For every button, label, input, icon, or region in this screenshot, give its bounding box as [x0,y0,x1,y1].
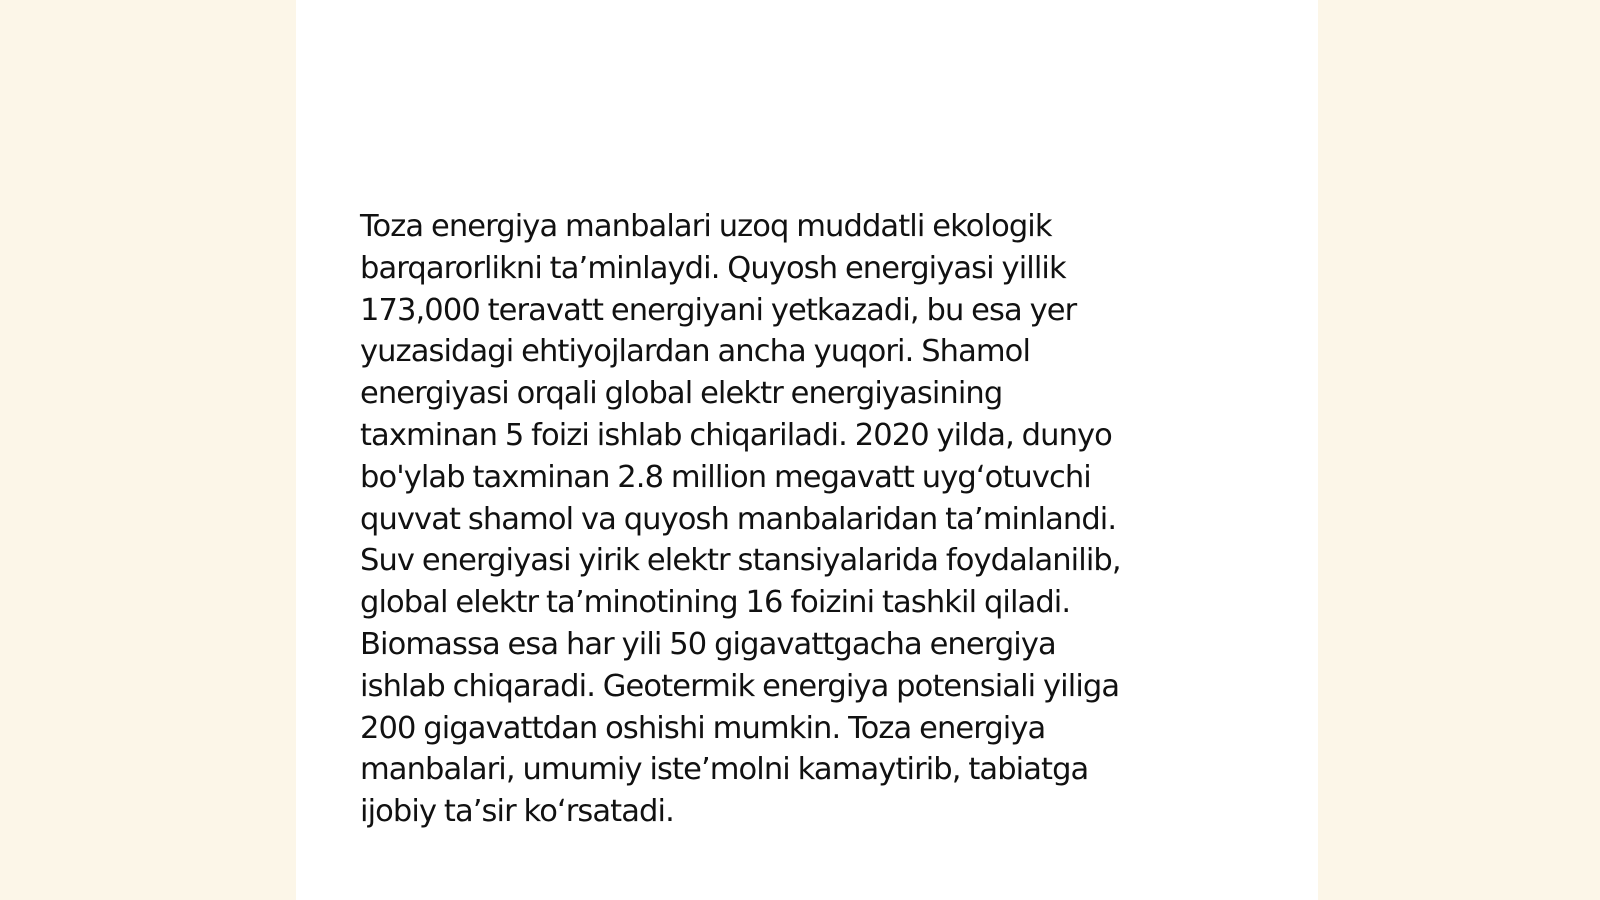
body-paragraph: Toza energiya manbalari uzoq muddatli ekologik barqarorlikni ta’minlaydi. Quyosh energiyasi yillik 173,000 teravatt energiyani yetkazadi, bu esa yer yuzasidagi ehtiyojlardan ancha yuqori. Shamol energiyasi orqali global elektr energiyasining taxminan 5 foizi ishlab chiqariladi. 2020 yilda, dunyo bo'ylab taxminan 2.8 million megavatt uyg‘otuvchi quvvat shamol va quyosh manbalaridan ta’minlandi. Suv energiyasi yirik elektr stansiyalarida foydalanilib, global elektr ta’minotining 16 foizini tashkil qiladi. Biomassa esa har yili 50 gigavattgacha energiya ishlab chiqaradi. Geotermik energiya potensiali yiliga 200 gigavattdan oshishi mumkin. Toza energiya manbalari, umumiy iste’molni kamaytirib, tabiatga ijobiy ta’sir ko‘rsatadi. [360,209,1121,830]
document-page [296,0,1318,900]
